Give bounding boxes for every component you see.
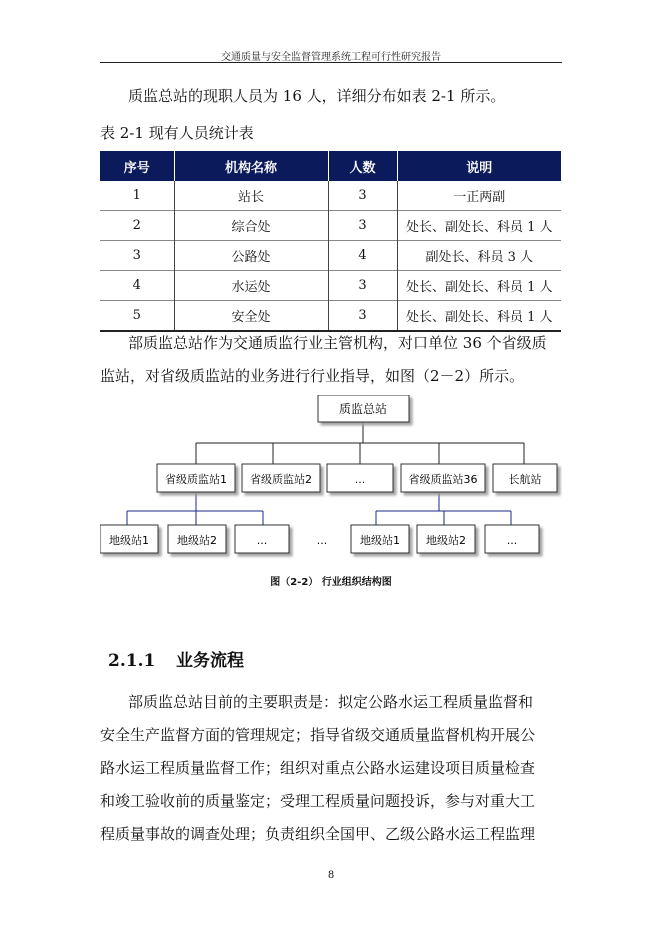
section-title-text: 业务流程 [176, 651, 244, 671]
org-connectors [196, 422, 524, 464]
paragraph-line: 监站，对省级质监站的业务进行行业指导，如图（2－2）所示。 [100, 367, 525, 385]
org-description-paragraph [100, 327, 562, 393]
org-node-label: 地级站1 [360, 534, 400, 547]
org-node-label: 省级质监站1 [165, 473, 227, 486]
org-chart [100, 395, 562, 563]
org-node-label: 地级站1 [109, 534, 149, 547]
org-node-local-1a [100, 525, 158, 553]
cell-count: 3 [328, 301, 397, 332]
org-node-label: 地级站2 [426, 534, 466, 547]
col-header-note: 说明 [397, 151, 561, 181]
table-row [100, 241, 561, 271]
table-row [100, 271, 561, 301]
org-node-local-2b [417, 525, 475, 553]
org-node-province-ellipsis [327, 464, 393, 492]
cell-index: 3 [100, 241, 174, 271]
running-header: 交通质量与安全监督管理系统工程可行性研究报告 [221, 52, 441, 63]
col-header-count: 人数 [328, 151, 397, 181]
paragraph-line: 安全生产监督方面的管理规定；指导省级交通质量监督机构开展公 [100, 726, 536, 744]
org-branch-connectors [127, 492, 511, 525]
intro-line: 质监总站的现职人员为 16 人，详细分布如表 2-1 所示。 [128, 87, 506, 105]
cell-count: 3 [328, 271, 397, 301]
cell-note: 副处长、科员 3 人 [397, 241, 561, 271]
paragraph-line: 路水运工程质量监督工作；组织对重点公路水运建设项目质量检查 [100, 759, 536, 777]
org-node-label: 地级站2 [177, 534, 217, 547]
section-heading [108, 646, 244, 671]
org-node-local-1b [351, 525, 409, 553]
cell-org: 站长 [174, 181, 328, 211]
table-caption: 表 2-1 现有人员统计表 [100, 124, 254, 142]
cell-index: 4 [100, 271, 174, 301]
col-header-index: 序号 [100, 151, 174, 181]
col-header-org: 机构名称 [174, 151, 328, 181]
cell-org: 公路处 [174, 241, 328, 271]
cell-count: 4 [328, 241, 397, 271]
cell-org: 水运处 [174, 271, 328, 301]
org-node-province-2 [242, 464, 320, 492]
figure-caption: 图（2-2） 行业组织结构图 [270, 577, 392, 588]
cell-org: 安全处 [174, 301, 328, 332]
cell-index: 1 [132, 188, 141, 203]
org-node-changhang [493, 464, 557, 492]
org-node-label: 质监总站 [338, 402, 388, 416]
cell-count: 3 [328, 181, 397, 211]
table-header-row [100, 151, 561, 181]
org-node-label: 省级质监站2 [250, 473, 312, 486]
table-row [100, 181, 561, 211]
org-node-province-36 [401, 464, 485, 492]
staff-table [100, 151, 561, 332]
cell-org: 综合处 [174, 211, 328, 241]
paragraph-line: 部质监总站目前的主要职责是：拟定公路水运工程质量监督和 [128, 693, 534, 711]
org-node-root [318, 395, 409, 422]
cell-index: 2 [100, 211, 174, 241]
cell-note: 处长、副处长、科员 1 人 [397, 271, 561, 301]
header-rule [100, 62, 562, 63]
paragraph-line: 和竣工验收前的质量鉴定；受理工程质量问题投诉，参与对重大工 [100, 792, 536, 810]
intro-paragraph [100, 80, 562, 113]
org-node-label: 省级质监站36 [408, 473, 478, 486]
cell-note: 处长、副处长、科员 1 人 [397, 301, 561, 332]
org-node-local-ellipsis-b [485, 525, 539, 553]
section-number: 2.1.1 [108, 651, 156, 671]
cell-note: 处长、副处长、科员 1 人 [397, 211, 561, 241]
paragraph-line: 程质量事故的调查处理；负责组织全国甲、乙级公路水运工程监理 [100, 825, 536, 843]
cell-count: 3 [328, 211, 397, 241]
org-middle-ellipsis: ... [316, 534, 328, 547]
org-node-local-2a [168, 525, 226, 553]
org-node-label: ... [256, 534, 268, 547]
table-row [100, 211, 561, 241]
org-node-local-ellipsis-a [235, 525, 289, 553]
org-node-label: 长航站 [508, 473, 542, 486]
org-node-province-1 [157, 464, 235, 492]
page-number: 8 [327, 870, 335, 881]
duties-paragraph [100, 686, 562, 851]
paragraph-line: 部质监总站作为交通质监行业主管机构，对口单位 36 个省级质 [128, 334, 547, 352]
org-node-label: ... [506, 534, 518, 547]
org-node-label: ... [354, 473, 366, 486]
cell-note: 一正两副 [397, 181, 561, 211]
cell-index: 5 [100, 301, 174, 332]
